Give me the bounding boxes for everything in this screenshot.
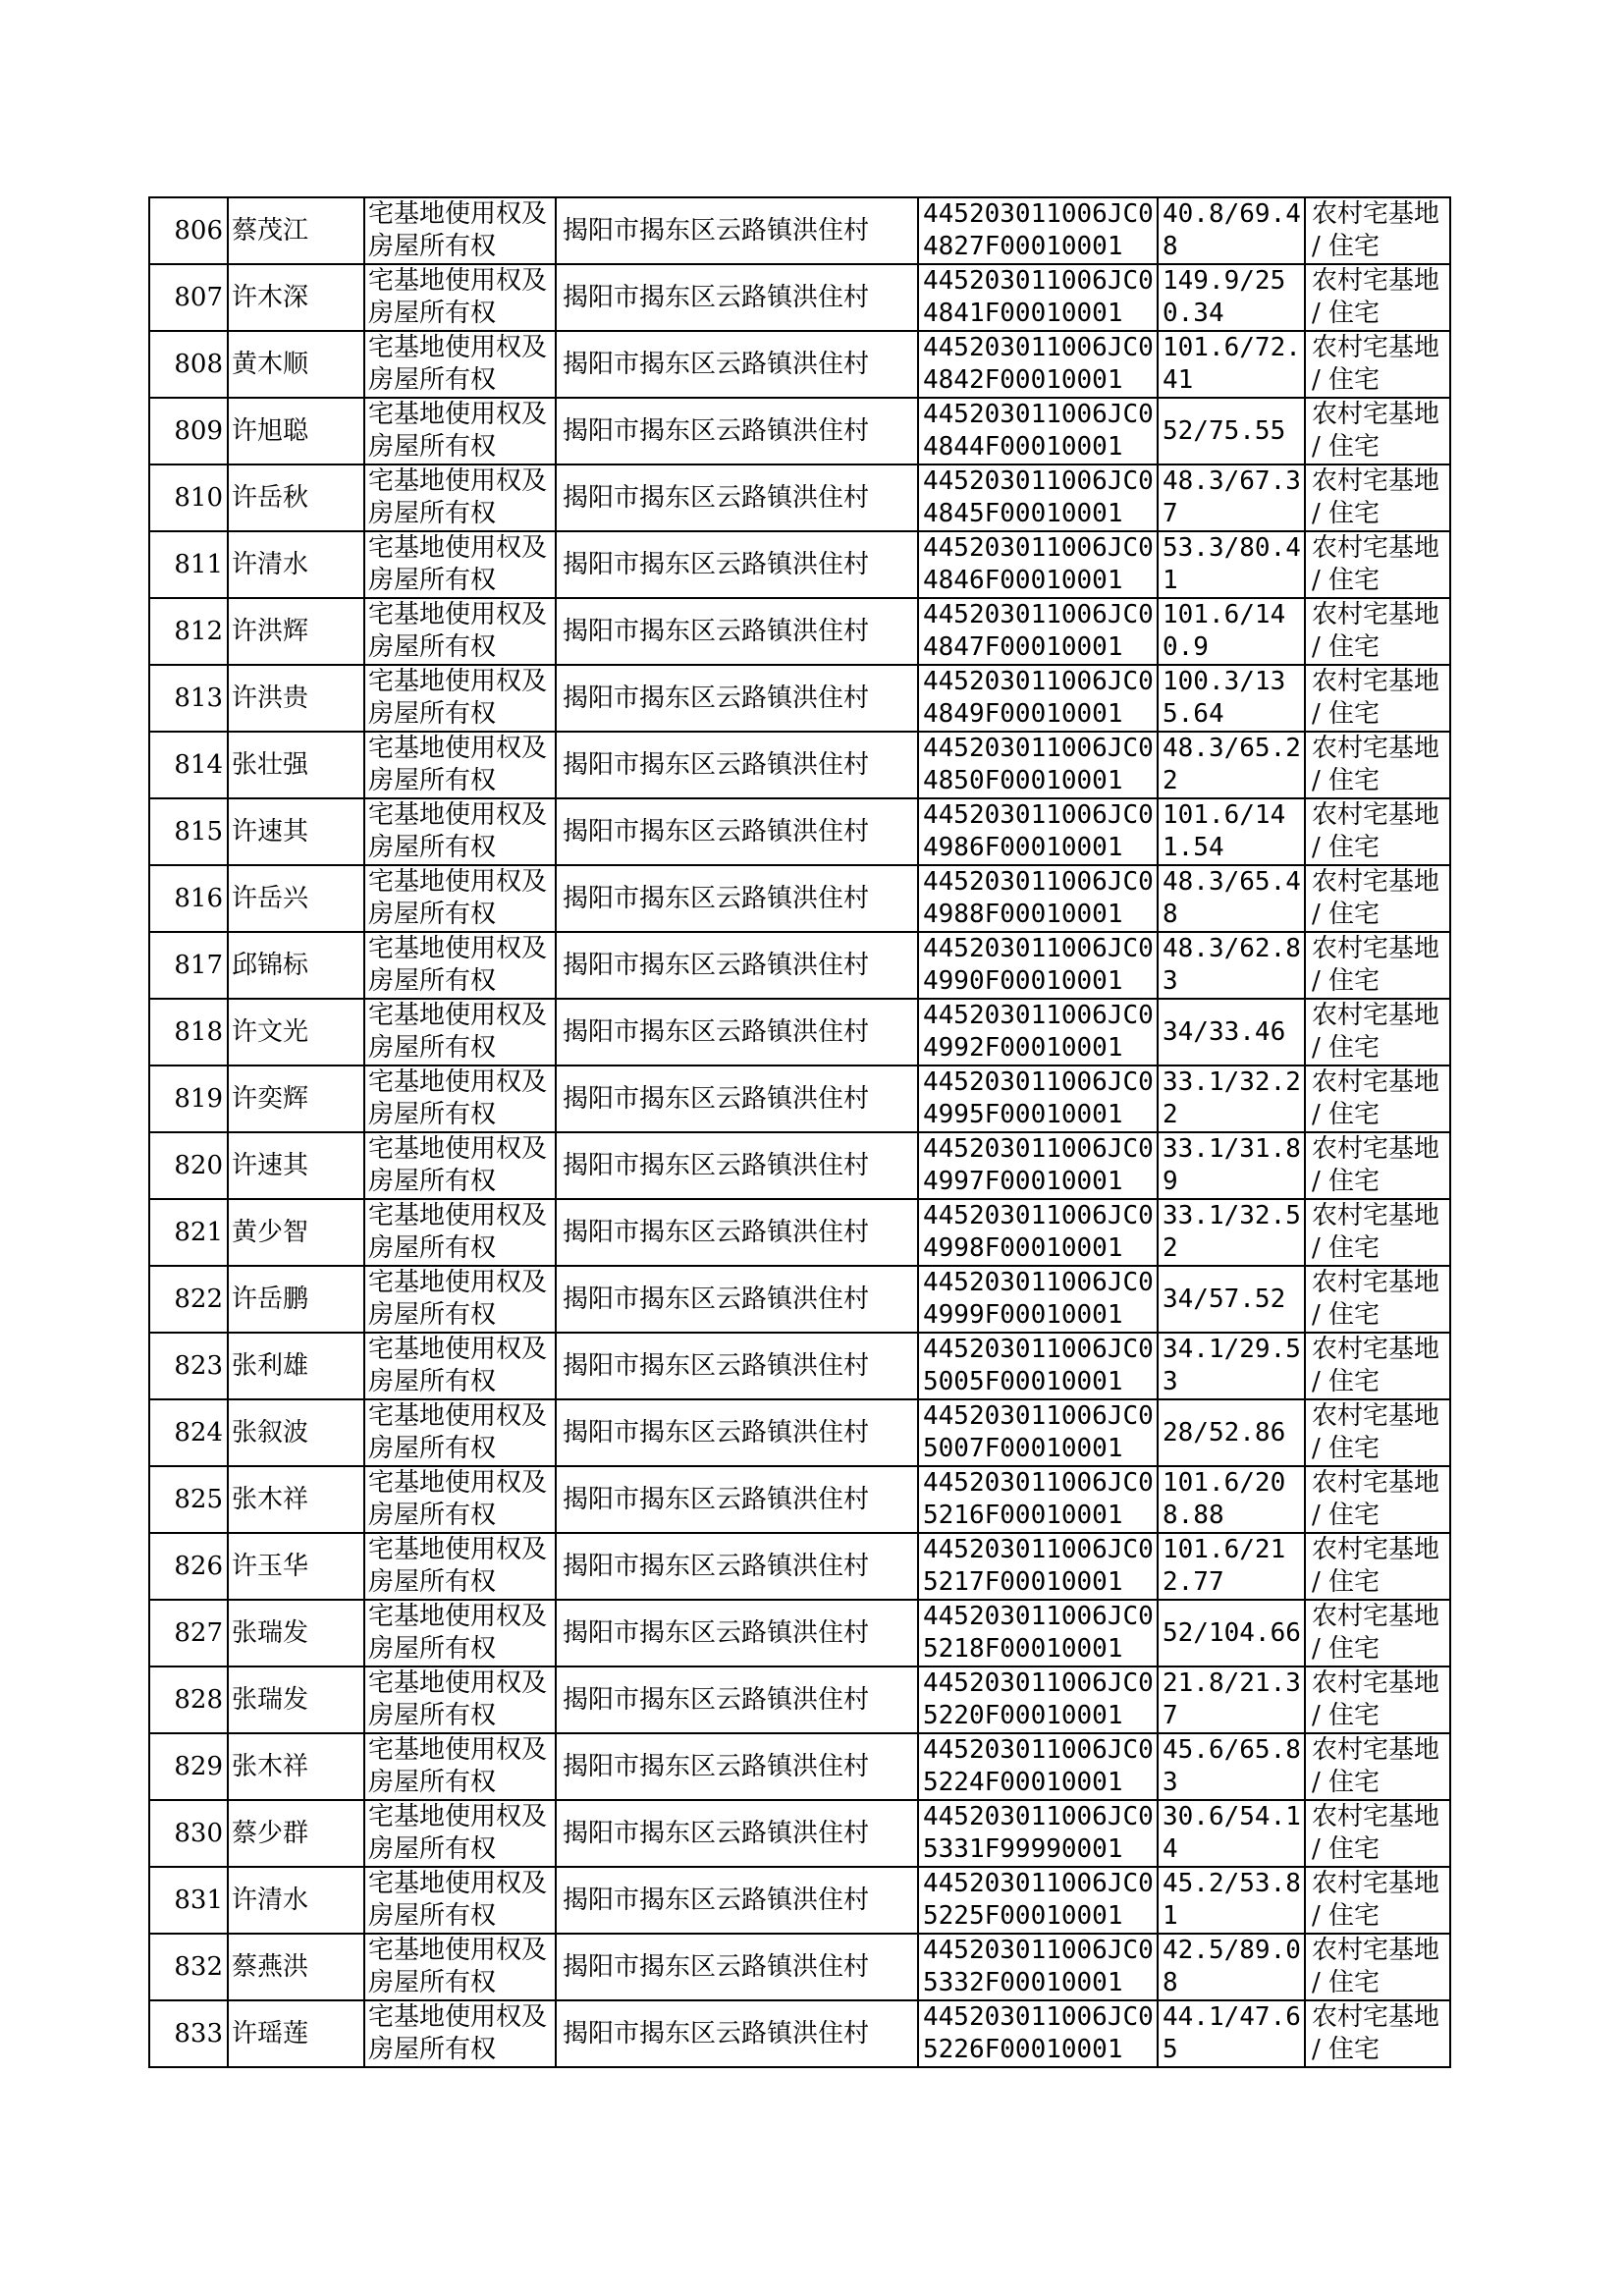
row-number-cell: 832 — [149, 1934, 228, 2000]
area-cell: 48.3/67.37 — [1158, 464, 1305, 531]
land-use-cell: 农村宅基地 / 住宅 — [1305, 1533, 1450, 1600]
owner-name-cell: 许瑶莲 — [228, 2000, 364, 2067]
right-type-cell: 宅基地使用权及房屋所有权 — [364, 1800, 556, 1867]
land-use-cell: 农村宅基地 / 住宅 — [1305, 1600, 1450, 1667]
location-cell: 揭阳市揭东区云路镇洪住村 — [556, 598, 918, 665]
unit-code-cell: 445203011006JC05332F00010001 — [918, 1934, 1158, 2000]
area-cell: 21.8/21.37 — [1158, 1667, 1305, 1733]
table-row — [149, 197, 1450, 264]
row-number-cell: 822 — [149, 1266, 228, 1333]
owner-name-cell: 邱锦标 — [228, 932, 364, 999]
row-number-cell: 819 — [149, 1066, 228, 1132]
land-use-cell: 农村宅基地 / 住宅 — [1305, 398, 1450, 464]
location-cell: 揭阳市揭东区云路镇洪住村 — [556, 398, 918, 464]
land-use-cell: 农村宅基地 / 住宅 — [1305, 1266, 1450, 1333]
area-cell: 101.6/208.88 — [1158, 1466, 1305, 1533]
location-cell: 揭阳市揭东区云路镇洪住村 — [556, 732, 918, 798]
table-row — [149, 798, 1450, 865]
land-use-cell: 农村宅基地 / 住宅 — [1305, 1132, 1450, 1199]
table-row — [149, 999, 1450, 1066]
location-cell: 揭阳市揭东区云路镇洪住村 — [556, 1399, 918, 1466]
location-cell: 揭阳市揭东区云路镇洪住村 — [556, 1667, 918, 1733]
row-number-cell: 821 — [149, 1199, 228, 1266]
row-number-cell: 824 — [149, 1399, 228, 1466]
table-row — [149, 331, 1450, 398]
table-row — [149, 1466, 1450, 1533]
owner-name-cell: 黄少智 — [228, 1199, 364, 1266]
owner-name-cell: 张瑞发 — [228, 1600, 364, 1667]
land-use-cell: 农村宅基地 / 住宅 — [1305, 264, 1450, 331]
area-cell: 149.9/250.34 — [1158, 264, 1305, 331]
area-cell: 30.6/54.14 — [1158, 1800, 1305, 1867]
right-type-cell: 宅基地使用权及房屋所有权 — [364, 598, 556, 665]
row-number-cell: 818 — [149, 999, 228, 1066]
row-number-cell: 826 — [149, 1533, 228, 1600]
table-row — [149, 1533, 1450, 1600]
unit-code-cell: 445203011006JC05331F99990001 — [918, 1800, 1158, 1867]
right-type-cell: 宅基地使用权及房屋所有权 — [364, 2000, 556, 2067]
unit-code-cell: 445203011006JC05220F00010001 — [918, 1667, 1158, 1733]
location-cell: 揭阳市揭东区云路镇洪住村 — [556, 464, 918, 531]
row-number-cell: 825 — [149, 1466, 228, 1533]
land-use-cell: 农村宅基地 / 住宅 — [1305, 1066, 1450, 1132]
right-type-cell: 宅基地使用权及房屋所有权 — [364, 865, 556, 932]
right-type-cell: 宅基地使用权及房屋所有权 — [364, 331, 556, 398]
row-number-cell: 815 — [149, 798, 228, 865]
table-row — [149, 1667, 1450, 1733]
location-cell: 揭阳市揭东区云路镇洪住村 — [556, 1800, 918, 1867]
table-row — [149, 398, 1450, 464]
table-row — [149, 1733, 1450, 1800]
right-type-cell: 宅基地使用权及房屋所有权 — [364, 1466, 556, 1533]
location-cell: 揭阳市揭东区云路镇洪住村 — [556, 1333, 918, 1399]
unit-code-cell: 445203011006JC04988F00010001 — [918, 865, 1158, 932]
area-cell: 48.3/62.83 — [1158, 932, 1305, 999]
right-type-cell: 宅基地使用权及房屋所有权 — [364, 1399, 556, 1466]
right-type-cell: 宅基地使用权及房屋所有权 — [364, 999, 556, 1066]
table-row — [149, 732, 1450, 798]
land-use-cell: 农村宅基地 / 住宅 — [1305, 1199, 1450, 1266]
row-number-cell: 807 — [149, 264, 228, 331]
land-use-cell: 农村宅基地 / 住宅 — [1305, 1934, 1450, 2000]
unit-code-cell: 445203011006JC04845F00010001 — [918, 464, 1158, 531]
area-cell: 101.6/212.77 — [1158, 1533, 1305, 1600]
land-use-cell: 农村宅基地 / 住宅 — [1305, 1667, 1450, 1733]
land-use-cell: 农村宅基地 / 住宅 — [1305, 665, 1450, 732]
right-type-cell: 宅基地使用权及房屋所有权 — [364, 732, 556, 798]
row-number-cell: 817 — [149, 932, 228, 999]
right-type-cell: 宅基地使用权及房屋所有权 — [364, 1066, 556, 1132]
unit-code-cell: 445203011006JC04850F00010001 — [918, 732, 1158, 798]
right-type-cell: 宅基地使用权及房屋所有权 — [364, 665, 556, 732]
location-cell: 揭阳市揭东区云路镇洪住村 — [556, 2000, 918, 2067]
owner-name-cell: 许洪贵 — [228, 665, 364, 732]
land-use-cell: 农村宅基地 / 住宅 — [1305, 1466, 1450, 1533]
right-type-cell: 宅基地使用权及房屋所有权 — [364, 464, 556, 531]
land-use-cell: 农村宅基地 / 住宅 — [1305, 531, 1450, 598]
row-number-cell: 816 — [149, 865, 228, 932]
area-cell: 101.6/141.54 — [1158, 798, 1305, 865]
land-use-cell: 农村宅基地 / 住宅 — [1305, 464, 1450, 531]
unit-code-cell: 445203011006JC05218F00010001 — [918, 1600, 1158, 1667]
location-cell: 揭阳市揭东区云路镇洪住村 — [556, 264, 918, 331]
right-type-cell: 宅基地使用权及房屋所有权 — [364, 531, 556, 598]
right-type-cell: 宅基地使用权及房屋所有权 — [364, 1733, 556, 1800]
land-use-cell: 农村宅基地 / 住宅 — [1305, 197, 1450, 264]
owner-name-cell: 许木深 — [228, 264, 364, 331]
location-cell: 揭阳市揭东区云路镇洪住村 — [556, 1066, 918, 1132]
table-row — [149, 1800, 1450, 1867]
table-row — [149, 665, 1450, 732]
right-type-cell: 宅基地使用权及房屋所有权 — [364, 1867, 556, 1934]
land-use-cell: 农村宅基地 / 住宅 — [1305, 798, 1450, 865]
row-number-cell: 811 — [149, 531, 228, 598]
row-number-cell: 831 — [149, 1867, 228, 1934]
location-cell: 揭阳市揭东区云路镇洪住村 — [556, 331, 918, 398]
owner-name-cell: 蔡少群 — [228, 1800, 364, 1867]
right-type-cell: 宅基地使用权及房屋所有权 — [364, 798, 556, 865]
owner-name-cell: 蔡燕洪 — [228, 1934, 364, 2000]
unit-code-cell: 445203011006JC05224F00010001 — [918, 1733, 1158, 1800]
location-cell: 揭阳市揭东区云路镇洪住村 — [556, 798, 918, 865]
table-row — [149, 1066, 1450, 1132]
table-row — [149, 1333, 1450, 1399]
owner-name-cell: 许清水 — [228, 531, 364, 598]
right-type-cell: 宅基地使用权及房屋所有权 — [364, 932, 556, 999]
table-row — [149, 598, 1450, 665]
owner-name-cell: 许速其 — [228, 798, 364, 865]
owner-name-cell: 张瑞发 — [228, 1667, 364, 1733]
area-cell: 53.3/80.41 — [1158, 531, 1305, 598]
owner-name-cell: 许旭聪 — [228, 398, 364, 464]
area-cell: 44.1/47.65 — [1158, 2000, 1305, 2067]
land-use-cell: 农村宅基地 / 住宅 — [1305, 1733, 1450, 1800]
location-cell: 揭阳市揭东区云路镇洪住村 — [556, 531, 918, 598]
unit-code-cell: 445203011006JC04986F00010001 — [918, 798, 1158, 865]
owner-name-cell: 许清水 — [228, 1867, 364, 1934]
row-number-cell: 827 — [149, 1600, 228, 1667]
land-use-cell: 农村宅基地 / 住宅 — [1305, 999, 1450, 1066]
row-number-cell: 810 — [149, 464, 228, 531]
owner-name-cell: 张利雄 — [228, 1333, 364, 1399]
right-type-cell: 宅基地使用权及房屋所有权 — [364, 1266, 556, 1333]
table-row — [149, 531, 1450, 598]
area-cell: 40.8/69.48 — [1158, 197, 1305, 264]
area-cell: 42.5/89.08 — [1158, 1934, 1305, 2000]
unit-code-cell: 445203011006JC04849F00010001 — [918, 665, 1158, 732]
area-cell: 52/75.55 — [1158, 398, 1305, 464]
unit-code-cell: 445203011006JC05226F00010001 — [918, 2000, 1158, 2067]
area-cell: 48.3/65.22 — [1158, 732, 1305, 798]
area-cell: 52/104.66 — [1158, 1600, 1305, 1667]
unit-code-cell: 445203011006JC05007F00010001 — [918, 1399, 1158, 1466]
unit-code-cell: 445203011006JC04844F00010001 — [918, 398, 1158, 464]
unit-code-cell: 445203011006JC05005F00010001 — [918, 1333, 1158, 1399]
table-row — [149, 1266, 1450, 1333]
owner-name-cell: 许玉华 — [228, 1533, 364, 1600]
right-type-cell: 宅基地使用权及房屋所有权 — [364, 398, 556, 464]
location-cell: 揭阳市揭东区云路镇洪住村 — [556, 999, 918, 1066]
land-use-cell: 农村宅基地 / 住宅 — [1305, 865, 1450, 932]
area-cell: 101.6/72.41 — [1158, 331, 1305, 398]
owner-name-cell: 许文光 — [228, 999, 364, 1066]
row-number-cell: 809 — [149, 398, 228, 464]
location-cell: 揭阳市揭东区云路镇洪住村 — [556, 865, 918, 932]
unit-code-cell: 445203011006JC04841F00010001 — [918, 264, 1158, 331]
land-use-cell: 农村宅基地 / 住宅 — [1305, 1399, 1450, 1466]
unit-code-cell: 445203011006JC04847F00010001 — [918, 598, 1158, 665]
area-cell: 100.3/135.64 — [1158, 665, 1305, 732]
area-cell: 34.1/29.53 — [1158, 1333, 1305, 1399]
row-number-cell: 813 — [149, 665, 228, 732]
table-row — [149, 1399, 1450, 1466]
location-cell: 揭阳市揭东区云路镇洪住村 — [556, 665, 918, 732]
row-number-cell: 823 — [149, 1333, 228, 1399]
area-cell: 28/52.86 — [1158, 1399, 1305, 1466]
unit-code-cell: 445203011006JC05216F00010001 — [918, 1466, 1158, 1533]
row-number-cell: 830 — [149, 1800, 228, 1867]
table-row — [149, 264, 1450, 331]
records-body — [149, 197, 1450, 2067]
location-cell: 揭阳市揭东区云路镇洪住村 — [556, 932, 918, 999]
right-type-cell: 宅基地使用权及房屋所有权 — [364, 264, 556, 331]
location-cell: 揭阳市揭东区云路镇洪住村 — [556, 1867, 918, 1934]
owner-name-cell: 许洪辉 — [228, 598, 364, 665]
table-row — [149, 464, 1450, 531]
table-row — [149, 1600, 1450, 1667]
owner-name-cell: 许速其 — [228, 1132, 364, 1199]
right-type-cell: 宅基地使用权及房屋所有权 — [364, 1934, 556, 2000]
owner-name-cell: 张叙波 — [228, 1399, 364, 1466]
owner-name-cell: 张木祥 — [228, 1466, 364, 1533]
unit-code-cell: 445203011006JC04992F00010001 — [918, 999, 1158, 1066]
area-cell: 33.1/32.52 — [1158, 1199, 1305, 1266]
row-number-cell: 829 — [149, 1733, 228, 1800]
location-cell: 揭阳市揭东区云路镇洪住村 — [556, 1533, 918, 1600]
location-cell: 揭阳市揭东区云路镇洪住村 — [556, 1466, 918, 1533]
land-use-cell: 农村宅基地 / 住宅 — [1305, 331, 1450, 398]
land-use-cell: 农村宅基地 / 住宅 — [1305, 1867, 1450, 1934]
area-cell: 45.6/65.83 — [1158, 1733, 1305, 1800]
location-cell: 揭阳市揭东区云路镇洪住村 — [556, 1600, 918, 1667]
owner-name-cell: 蔡茂江 — [228, 197, 364, 264]
unit-code-cell: 445203011006JC04846F00010001 — [918, 531, 1158, 598]
unit-code-cell: 445203011006JC04827F00010001 — [918, 197, 1158, 264]
row-number-cell: 806 — [149, 197, 228, 264]
owner-name-cell: 张木祥 — [228, 1733, 364, 1800]
location-cell: 揭阳市揭东区云路镇洪住村 — [556, 1934, 918, 2000]
records-table — [148, 196, 1451, 2068]
area-cell: 33.1/32.22 — [1158, 1066, 1305, 1132]
area-cell: 48.3/65.48 — [1158, 865, 1305, 932]
right-type-cell: 宅基地使用权及房屋所有权 — [364, 1132, 556, 1199]
area-cell: 34/33.46 — [1158, 999, 1305, 1066]
table-row — [149, 1199, 1450, 1266]
unit-code-cell: 445203011006JC04997F00010001 — [918, 1132, 1158, 1199]
unit-code-cell: 445203011006JC04995F00010001 — [918, 1066, 1158, 1132]
right-type-cell: 宅基地使用权及房屋所有权 — [364, 1333, 556, 1399]
land-use-cell: 农村宅基地 / 住宅 — [1305, 932, 1450, 999]
area-cell: 101.6/140.9 — [1158, 598, 1305, 665]
unit-code-cell: 445203011006JC05217F00010001 — [918, 1533, 1158, 1600]
owner-name-cell: 许岳秋 — [228, 464, 364, 531]
row-number-cell: 814 — [149, 732, 228, 798]
right-type-cell: 宅基地使用权及房屋所有权 — [364, 197, 556, 264]
land-use-cell: 农村宅基地 / 住宅 — [1305, 2000, 1450, 2067]
location-cell: 揭阳市揭东区云路镇洪住村 — [556, 1199, 918, 1266]
owner-name-cell: 黄木顺 — [228, 331, 364, 398]
area-cell: 34/57.52 — [1158, 1266, 1305, 1333]
location-cell: 揭阳市揭东区云路镇洪住村 — [556, 197, 918, 264]
owner-name-cell: 张壮强 — [228, 732, 364, 798]
row-number-cell: 820 — [149, 1132, 228, 1199]
row-number-cell: 808 — [149, 331, 228, 398]
location-cell: 揭阳市揭东区云路镇洪住村 — [556, 1266, 918, 1333]
unit-code-cell: 445203011006JC04999F00010001 — [918, 1266, 1158, 1333]
unit-code-cell: 445203011006JC05225F00010001 — [918, 1867, 1158, 1934]
right-type-cell: 宅基地使用权及房屋所有权 — [364, 1199, 556, 1266]
right-type-cell: 宅基地使用权及房屋所有权 — [364, 1600, 556, 1667]
table-row — [149, 1867, 1450, 1934]
row-number-cell: 833 — [149, 2000, 228, 2067]
unit-code-cell: 445203011006JC04990F00010001 — [918, 932, 1158, 999]
table-row — [149, 2000, 1450, 2067]
unit-code-cell: 445203011006JC04842F00010001 — [918, 331, 1158, 398]
land-use-cell: 农村宅基地 / 住宅 — [1305, 1800, 1450, 1867]
land-use-cell: 农村宅基地 / 住宅 — [1305, 598, 1450, 665]
owner-name-cell: 许岳兴 — [228, 865, 364, 932]
right-type-cell: 宅基地使用权及房屋所有权 — [364, 1667, 556, 1733]
owner-name-cell: 许岳鹏 — [228, 1266, 364, 1333]
table-row — [149, 865, 1450, 932]
row-number-cell: 828 — [149, 1667, 228, 1733]
unit-code-cell: 445203011006JC04998F00010001 — [918, 1199, 1158, 1266]
land-use-cell: 农村宅基地 / 住宅 — [1305, 1333, 1450, 1399]
table-row — [149, 1132, 1450, 1199]
right-type-cell: 宅基地使用权及房屋所有权 — [364, 1533, 556, 1600]
area-cell: 45.2/53.81 — [1158, 1867, 1305, 1934]
table-row — [149, 932, 1450, 999]
land-use-cell: 农村宅基地 / 住宅 — [1305, 732, 1450, 798]
table-row — [149, 1934, 1450, 2000]
location-cell: 揭阳市揭东区云路镇洪住村 — [556, 1733, 918, 1800]
owner-name-cell: 许奕辉 — [228, 1066, 364, 1132]
area-cell: 33.1/31.89 — [1158, 1132, 1305, 1199]
location-cell: 揭阳市揭东区云路镇洪住村 — [556, 1132, 918, 1199]
row-number-cell: 812 — [149, 598, 228, 665]
